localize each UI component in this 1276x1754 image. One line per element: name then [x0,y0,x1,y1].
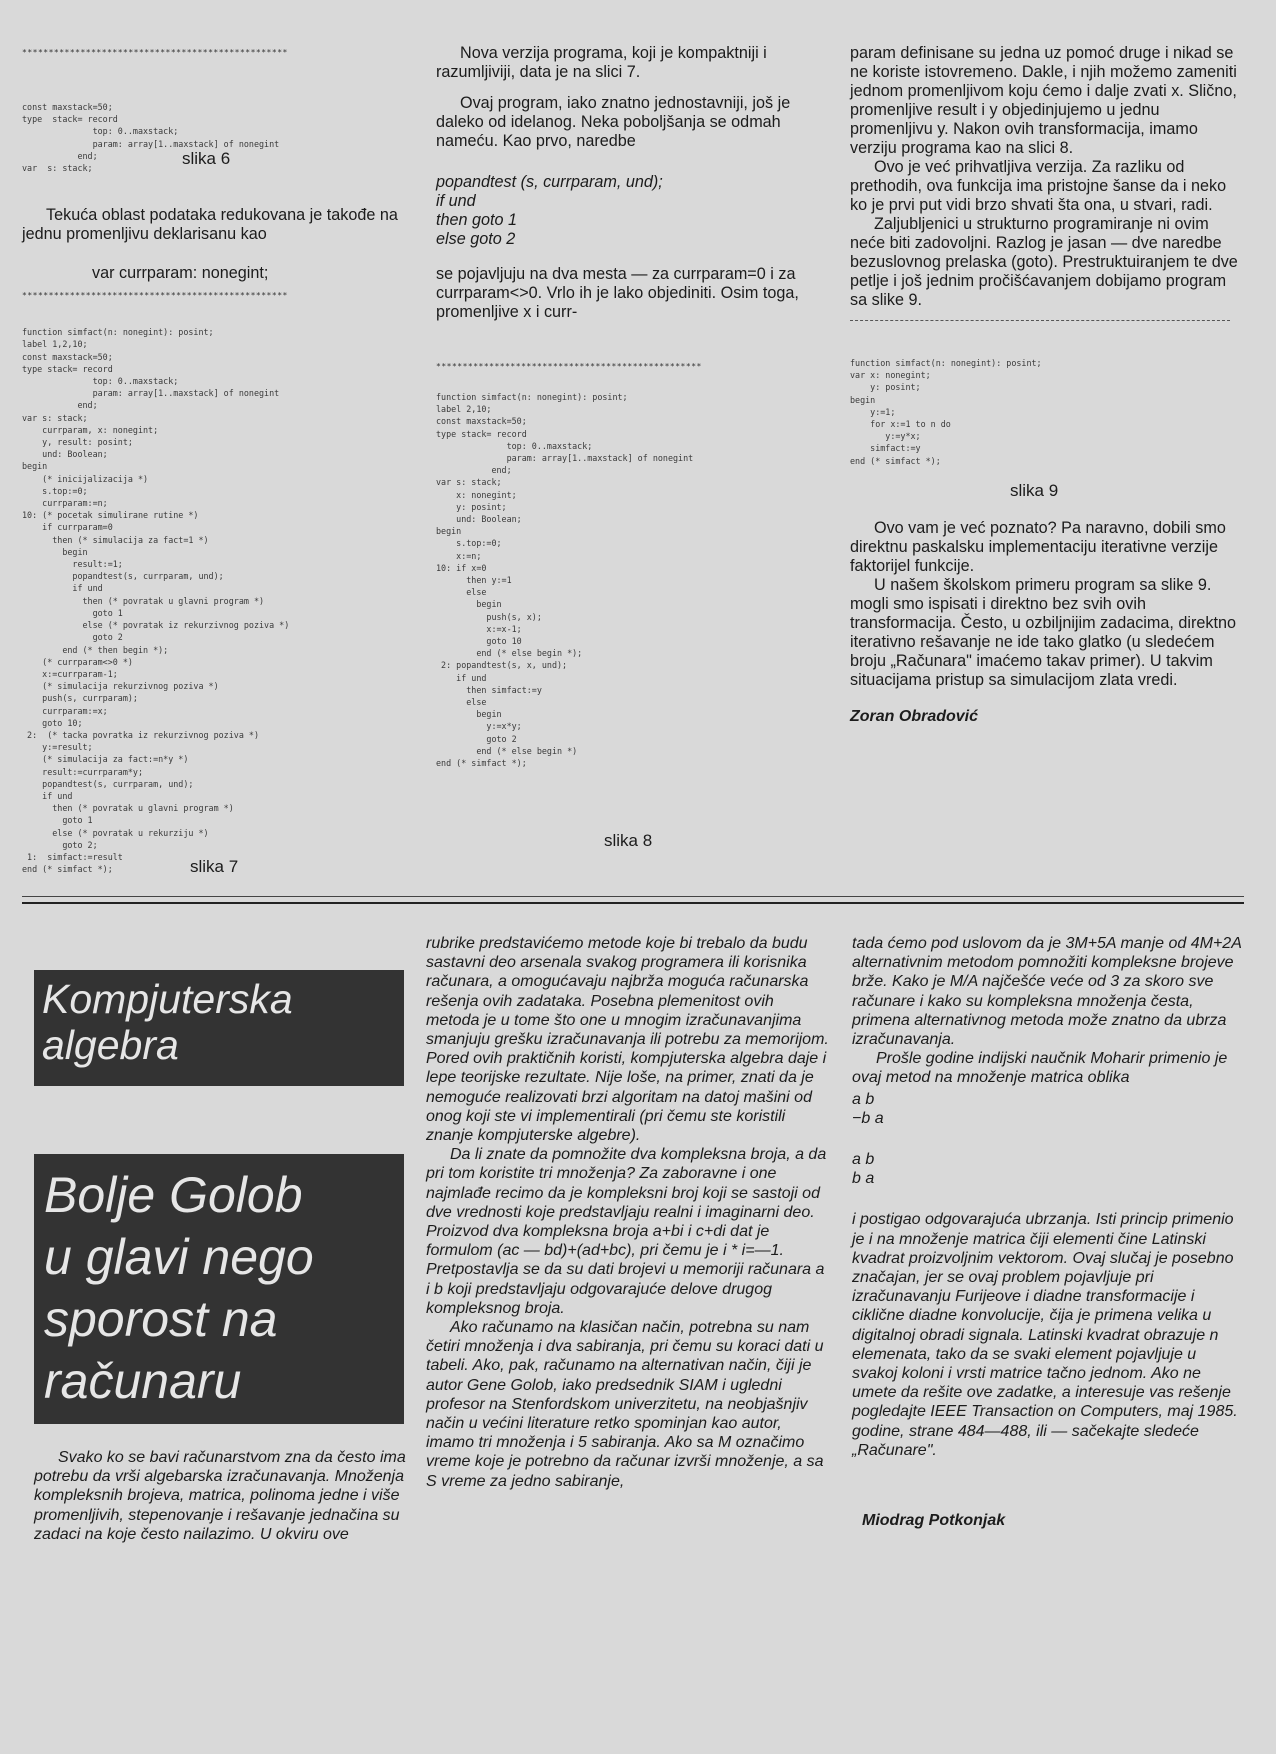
headline-line: u glavi nego [44,1229,314,1285]
matrix-row: a b [852,1090,875,1108]
paragraph-nova-verzija: Nova verzija programa, koji je kompaktniji i razumljiviji, data je na slici 7. [436,44,767,81]
paragraph-rubrike: rubrike predstavićemo metode koje bi trebalo da budu sastavni deo arsenala svakog programera ili korisnika računara, a omogućavaju najbrža moguća računarska rešenja ovih zadataka. Posebna plemenitost ovih metoda je u tome što one u mnogim izračunavanjima smanjuju grešku izračunavanja ili potrebu za memorijom. Pored ovih praktičnih koristi, kompjuterska algebra daje i lepe teorijske rezultate. Nije loše, na primer, znati da je nemoguće realizovati brzi algoritam na datoj mašini od onog koji ste vi implementirali (pri čemu ste koristili znanje kompjuterske algebre). [426,935,829,1145]
paragraph-tekuca-oblast: Tekuća oblast podataka redukovana je takođe na jednu promenljivu deklarisanu kao [22,206,398,244]
paragraph-zaljubljenici: Zaljubljenici u strukturno programiranje ni ovim neće biti zadovoljni. Razlog je jasan — dve naredbe bezuslovnog prelaska (goto). Prestruktuiranjem te dve petlje i još jednim pročišćavanjem dobijamo program sa slike 9. [850,215,1238,309]
paragraph-ako-racunamo: Ako računamo na klasičan način, potrebna su nam četiri množenja i dva sabiranja, pri čemu su koraci dati u tabeli. Ako, pak, računamo na alternativan način, čiji je autor Gene Golob, iako predsednik SIAM i ugledni profesor na Stenfordskom univerzitetu, na neobjašnjiv način u većini literature retko spominjan kao autor, imamo tri množenja i 5 sabiranja. Ako sa M označimo vreme koje je potrebno da računar izvrši množenje, a sa S vreme za jedno sabiranje, [426,1319,824,1490]
caption-slika-7: slika 7 [190,857,239,877]
matrix-row: −b a [852,1109,884,1127]
headline-line: računaru [44,1353,242,1409]
paragraph-skolski-primer: U našem školskom primeru program sa slike 9. mogli smo ispisati i direktno bez svih ovih transformacija. Često, u ozbiljnijim zadacima, direktno iterativno rešavanje ne ide tako glatko (u sledećem broju „Računara" imaćemo takav primer). U takvim situacijama pristup sa simulacijom zlata vredi. [850,575,1236,689]
code-listing-9: function simfact(n: nonegint): posint; var x: nonegint; y: posint; begin y:=1; for x:=1 to n do y:=y*x; simfact:=y end (* simfact *); [850,358,1042,466]
section-line: algebra [42,1022,179,1068]
caption-slika-6: slika 6 [182,149,231,168]
section-banner [34,970,404,1086]
declaration-currparam: var currparam: nonegint; [92,264,269,283]
top-column-1 [22,48,414,875]
matrix-1 [852,1090,1242,1128]
paragraph-i-postigao: i postigao odgovarajuća ubrzanja. Isti princip primenio je i na množenje matrica čiji elementi čine Latinski kvadrat proizvoljnim vektorom. Ovaj slučaj je posebno značajan, jer se ovaj problem pojavljuje pri izračunavanju Furijeove i diadne transformacije i ciklične diadne konvolucije, čija je primena velika u digitalnoj obradi signala. Latinski kvadrat obrazuje n elemenata, tako da se svaki element pojavljuje u svakoj koloni i vrsti matrice tačno jednom. Ako ne umete da rešite ove zadatke, a interesuje vas rešenje pogledajte IEEE Transaction on Computers, maj 1985. godine, strane 484—488, ili — sačekajte sledeće „Računare". [852,1211,1238,1459]
bottom-column-2 [426,934,830,1491]
separator-stars: ************************************************** [22,48,288,57]
matrix-row: a b [852,1151,875,1169]
bottom-column-1 [34,1448,406,1544]
top-column-2 [436,44,828,851]
code-listing-7: function simfact(n: nonegint): posint; label 1,2,10; const maxstack=50; type stack= record top: 0..maxstack; param: array[1..maxstack] of nonegint end; var s: stack; currparam, x: nonegint; y, result: posint; und: Boolean; begin (* inicijalizacija *) s.top:=0; currparam:=n; 10: (* pocetak simulirane rutine *) if currparam=0 then (* simulacija za fact=1 *) begin result:=1; popandtest(s, currparam, und); if und then (* povratak u glavni program *) goto 1 else (* povratak iz rekurzivnog poziva *) goto 2 end (* then begin *); (* currparam<>0 *) x:=currparam-1; (* simulacija rekurzivnog poziva *) push(s, currparam); currparam:=x; goto 10; 2: (* tacka povratka iz rekurzivnog poziva *) y:=result; (* simulacija za fact:=n*y *) result:=currparam*y; popandtest(s, currparam, und); if und then (* povratak u glavni program *) goto 1 else (* povratak u rekurziju *) goto 2; 1: simfact:=result end (* simfact *); [22,327,290,875]
matrix-2 [852,1150,1242,1188]
paragraph-svako-ko: Svako ko se bavi računarstvom zna da često ima potrebu da vrši algebarska izračunavanja. Množenja kompleksnih brojeva, matrica, polinoma jedne i više promenljivih, stepenovanje i rešavanje jednačina su zadaci na koje često nailazimo. U okviru ove [34,1449,406,1543]
paragraph-ovaj-program: Ovaj program, iako znatno jednostavniji, još je daleko od idelanog. Neka poboljšanja se odmah nameću. Kao prvo, naredbe [436,94,791,150]
top-column-3 [850,44,1240,726]
separator-stars: ************************************************** [436,362,702,371]
code-listing-6: const maxstack=50; type stack= record top: 0..maxstack; param: array[1..maxstack] of nonegint end; var s: stack; [22,102,280,174]
section-divider-top [22,896,1244,897]
section-line: Kompjuterska [42,976,293,1022]
paragraph-se-pojavljuju: se pojavljuju na dva mesta — za currparam=0 i za currparam<>0. Vrlo ih je lako objediniti. Osim toga, promenljive x i curr- [436,265,799,321]
paragraph-ovo-vam-je: Ovo vam je već poznato? Pa naravno, dobili smo direktnu paskalsku implementaciju iterativne verzije faktorijel funkcije. [850,518,1226,575]
matrix-row: b a [852,1170,875,1188]
paragraph-da-li-znate: Da li znate da pomnožite dva kompleksna broja, a da pri tom koristite tri množenja? Za zaboravne i one najmlađe recimo da je kompleksni broj koji se sastoji od dve vrednosti koje predstavljaju realni i imaginarni deo. Proizvod dva kompleksna broja a+bi i c+di dat je formulom (ac — bd)+(ad+bc), pri čemu je i * i=—1. Pretpostavlja se da su dati brojevi u memoriji računara a i b koji predstavljaju odgovarajuće delove drugog kompleksnog broja. [426,1146,827,1317]
statement-block: popandtest (s, currparam, und); if und then goto 1 else goto 2 [436,173,663,248]
headline-banner [34,1154,404,1424]
section-divider-bottom [22,902,1244,904]
code-listing-8: function simfact(n: nonegint): posint; label 2,10; const maxstack=50; type stack= record top: 0..maxstack; param: array[1..maxstack] of nonegint end; var s: stack; x: nonegint; y: posint; und: Boolean; begin s.top:=0; x:=n; 10: if x=0 then y:=1 else begin push(s, x); x:=x-1; goto 10 end (* else begin *); 2: popandtest(s, x, und); if und then simfact:=y else begin y:=x*y; goto 2 end (* else begin *) end (* simfact *); [436,392,694,769]
caption-slika-8: slika 8 [604,831,653,851]
headline-line: sporost na [44,1291,278,1347]
bottom-column-3 [852,934,1242,1530]
paragraph-param-definisane: param definisane su jedna uz pomoć druge i nikad se ne koriste istovremeno. Dakle, i njih možemo zameniti jednom promenljivom koju ćemo i dalje zvati x. Slično, promenljive result i y objedinjujemo u jednu promenljivu y. Nakon ovih transformacija, imamo verziju programa kao na slici 8. [850,44,1237,157]
paragraph-prosle-godine: Prošle godine indijski naučnik Moharir primenio je ovaj metod na množenje matrica oblika [852,1050,1228,1087]
paragraph-tada-cemo: tada ćemo pod uslovom da je 3M+5A manje od 4M+2A alternativnim metodom pomnožiti kompleksne brojeve brže. Kako je M/A najčešće veće od 3 za skoro sve računare i kako su kompleksna množenja česta, primena alternativnog metoda može znatno da ubrza izračunavanja. [852,935,1242,1049]
separator-stars: ************************************************** [22,291,288,301]
paragraph-prihvatljiva: Ovo je već prihvatljiva verzija. Za razliku od prethodih, ova funkcija ima pristojne šanse da i neko ko je prvi put vidi brzo shvati šta ona, u stvari, radi. [850,158,1227,214]
author-miodrag: Miodrag Potkonjak [862,1512,1006,1530]
caption-slika-9: slika 9 [1010,480,1059,500]
headline-line: Bolje Golob [44,1167,303,1223]
author-zoran: Zoran Obradović [850,707,979,725]
